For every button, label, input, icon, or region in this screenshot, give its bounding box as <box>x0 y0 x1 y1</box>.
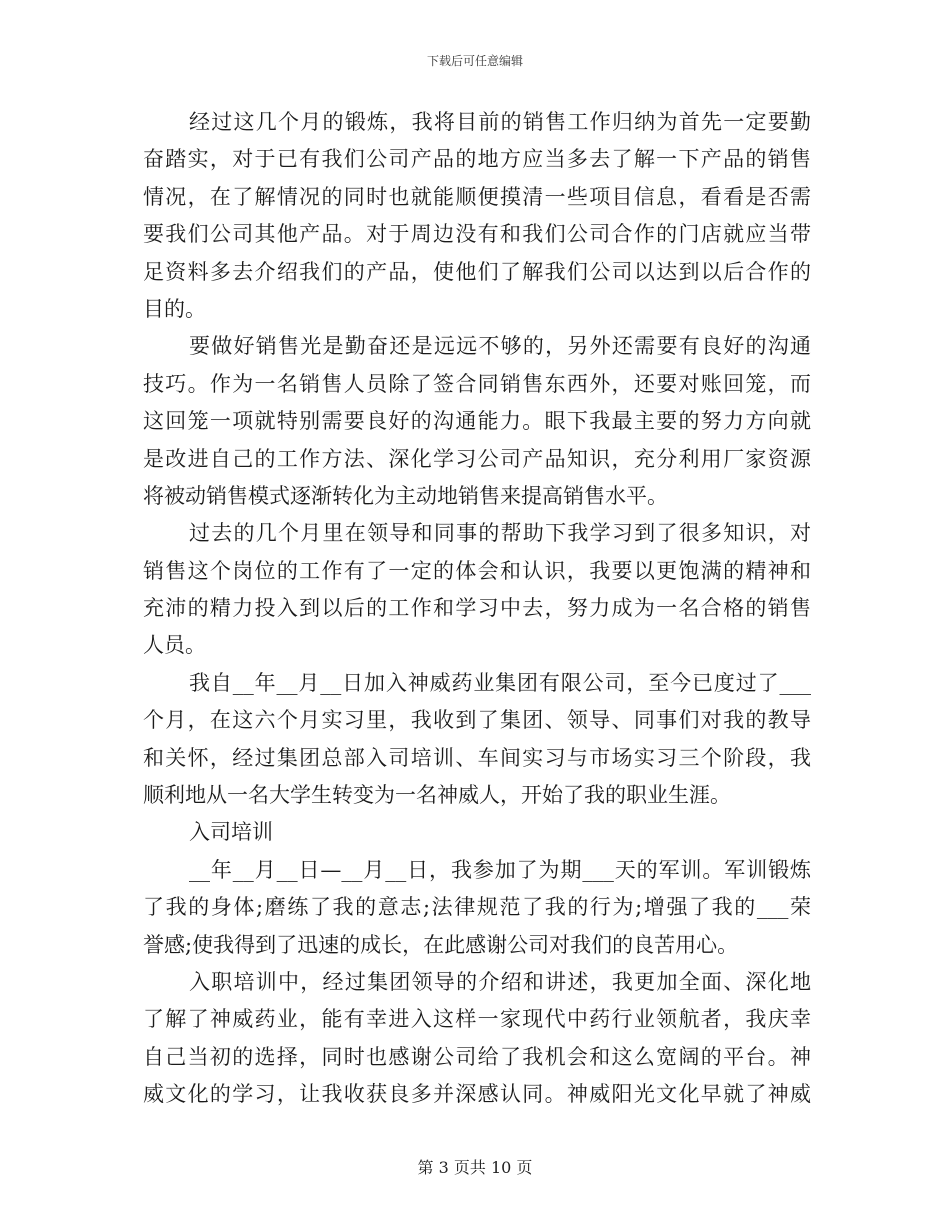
text-line: 目的。 <box>143 296 206 321</box>
text-line: 人员。 <box>143 633 206 658</box>
section-heading: 入司培训 <box>189 820 273 845</box>
text-line: 要我们公司其他产品。对于周边没有和我们公司合作的门店就应当带 <box>143 222 811 247</box>
text-line: 和关怀，经过集团总部入司培训、车间实习与市场实习三个阶段，我 <box>143 745 811 770</box>
text-line: 我自__年__月__日加入神威药业集团有限公司，至今已度过了___ <box>189 670 811 695</box>
text-line: 过去的几个月里在领导和同事的帮助下我学习到了很多知识，对 <box>189 521 811 546</box>
text-line: 顺利地从一名大学生转变为一名神威人，开始了我的职业生涯。 <box>143 783 731 808</box>
text-line: 这回笼一项就特别需要良好的沟通能力。眼下我最主要的努力方向就 <box>143 409 811 434</box>
document-body <box>143 104 811 1114</box>
text-line: 是改进自己的工作方法、深化学习公司产品知识，充分利用厂家资源 <box>143 446 811 471</box>
page-footer: 第 3 页共 10 页 <box>417 1158 533 1177</box>
text-line: __年__月__日—__月__日，我参加了为期___天的军训。军训锻炼 <box>189 857 811 882</box>
text-line: 足资料多去介绍我们的产品，使他们了解我们公司以达到以后合作的 <box>143 259 811 284</box>
text-line: 誉感;使我得到了迅速的成长，在此感谢公司对我们的良苦用心。 <box>143 932 739 957</box>
text-line: 奋踏实，对于已有我们公司产品的地方应当多去了解一下产品的销售 <box>143 147 811 172</box>
page-header: 下载后可任意编辑 <box>426 54 523 68</box>
text-line: 经过这几个月的锻炼，我将目前的销售工作归纳为首先一定要勤 <box>189 110 811 134</box>
text-line: 了我的身体;磨练了我的意志;法律规范了我的行为;增强了我的___荣 <box>143 895 811 920</box>
text-line: 了解了神威药业，能有幸进入这样一家现代中药行业领航者，我庆幸 <box>143 1007 811 1032</box>
text-line: 充沛的精力投入到以后的工作和学习中去，努力成为一名合格的销售 <box>143 596 811 621</box>
text-line: 要做好销售光是勤奋还是远远不够的，另外还需要有良好的沟通 <box>189 334 811 359</box>
text-line: 技巧。作为一名销售人员除了签合同销售东西外，还要对账回笼，而 <box>143 371 811 396</box>
text-line: 威文化的学习，让我收获良多并深感认同。神威阳光文化早就了神威 <box>143 1082 811 1107</box>
text-line: 将被动销售模式逐渐转化为主动地销售来提高销售水平。 <box>143 483 668 508</box>
text-line: 情况，在了解情况的同时也就能顺便摸清一些项目信息，看看是否需 <box>143 184 811 209</box>
text-line: 销售这个岗位的工作有了一定的体会和认识，我要以更饱满的精神和 <box>143 558 811 583</box>
text-line: 自己当初的选择，同时也感谢公司给了我机会和这么宽阔的平台。神 <box>143 1044 811 1069</box>
text-line: 个月，在这六个月实习里，我收到了集团、领导、同事们对我的教导 <box>143 708 811 733</box>
text-line: 入职培训中，经过集团领导的介绍和讲述，我更加全面、深化地 <box>189 969 811 994</box>
